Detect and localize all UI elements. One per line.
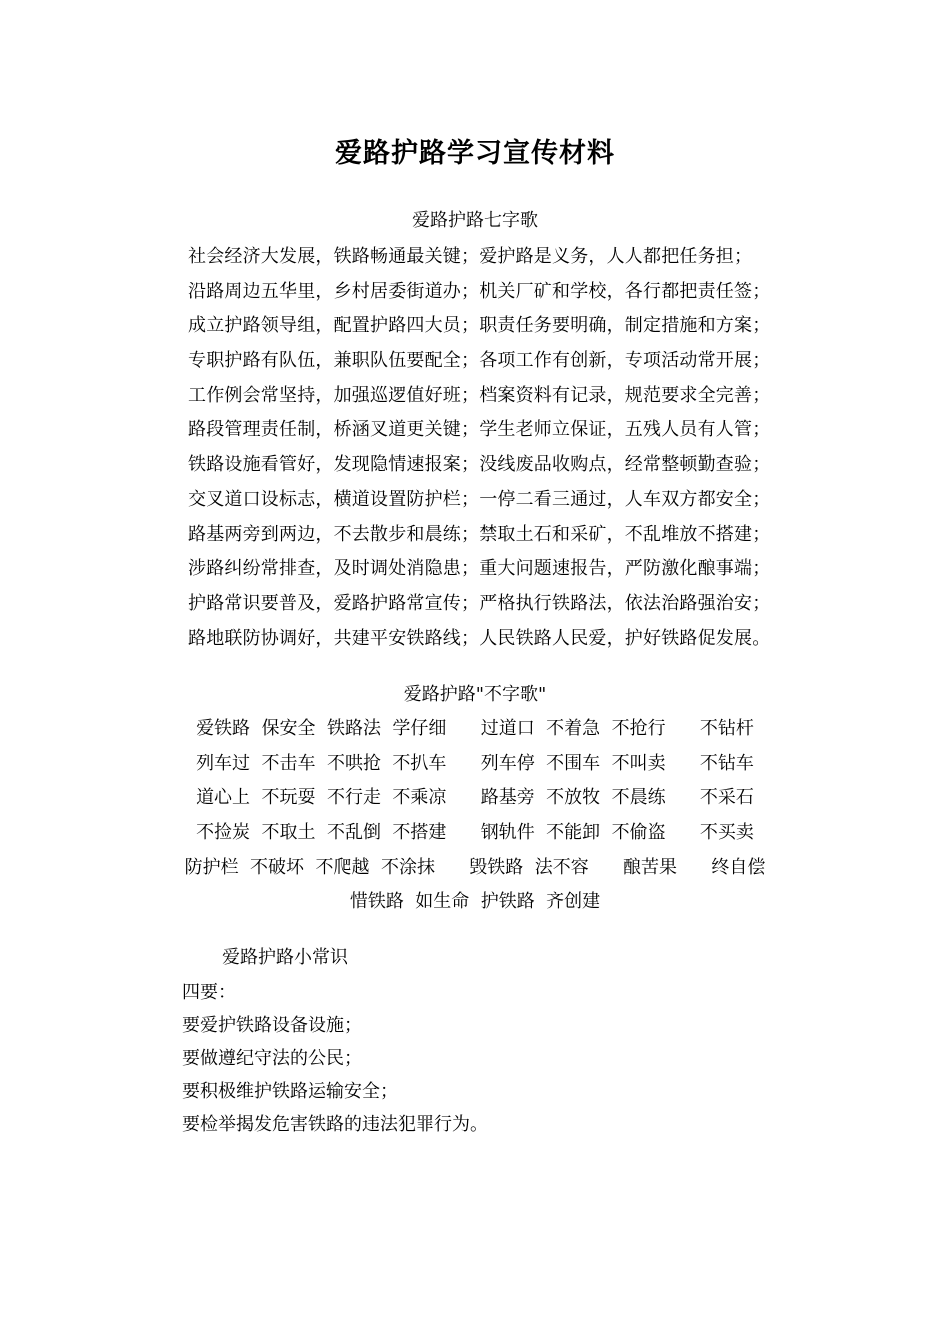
tips-line: 要爱护铁路设备设施； <box>182 1015 362 1036</box>
poem-lines <box>188 240 808 656</box>
song-line: 不捡炭 不取土 不乱倒 不搭建 钢轨件 不能卸 不偷盗 不买卖 <box>196 822 754 844</box>
poem-heading: 爱路护路七字歌 <box>412 210 538 231</box>
song-line: 防护栏 不破坏 不爬越 不涂抹 毁铁路 法不容 酿苦果 终自偿 <box>184 856 766 878</box>
tips-line: 要积极维护铁路运输安全； <box>182 1081 398 1102</box>
song-line: 列车过 不击车 不哄抢 不扒车 列车停 不围车 不叫卖 不钻车 <box>196 752 754 774</box>
tips-line: 四要： <box>182 982 236 1003</box>
tips-lines <box>182 976 488 1141</box>
song-line: 惜铁路 如生命 护铁路 齐创建 <box>349 891 601 913</box>
poem-line: 路地联防协调好，共建平安铁路线；人民铁路人民爱，护好铁路促发展。 <box>188 627 771 649</box>
tips-line: 要做遵纪守法的公民； <box>182 1048 362 1069</box>
poem-line: 路段管理责任制，桥涵叉道更关键；学生老师立保证，五残人员有人管； <box>188 419 771 441</box>
song-lines <box>0 712 950 920</box>
poem-line: 沿路周边五华里，乡村居委街道办；机关厂矿和学校，各行都把责任签； <box>188 280 771 302</box>
song-heading: 爱路护路"不字歌" <box>403 684 547 705</box>
song-line: 道心上 不玩耍 不行走 不乘凉 路基旁 不放牧 不晨练 不采石 <box>196 787 754 809</box>
poem-line: 路基两旁到两边，不去散步和晨练；禁取土石和采矿，不乱堆放不搭建； <box>188 523 771 545</box>
song-line: 爱铁路 保安全 铁路法 学仔细 过道口 不着急 不抢行 不钻杆 <box>196 718 754 739</box>
tips-heading: 爱路护路小常识 <box>222 947 348 968</box>
poem-line: 工作例会常坚持，加强巡逻值好班；档案资料有记录，规范要求全完善； <box>188 384 771 406</box>
poem-line: 社会经济大发展，铁路畅通最关键；爱护路是义务，人人都把任务担； <box>188 246 753 267</box>
tips-line: 要检举揭发危害铁路的违法犯罪行为。 <box>182 1114 488 1135</box>
document-title: 爱路护路学习宣传材料 <box>335 138 615 169</box>
poem-line: 交叉道口设标志，横道设置防护栏；一停二看三通过，人车双方都安全； <box>188 488 771 510</box>
poem-line: 涉路纠纷常排查，及时调处消隐患；重大问题速报告，严防激化酿事端； <box>188 558 771 580</box>
poem-line: 成立护路领导组，配置护路四大员；职责任务要明确，制定措施和方案； <box>188 315 771 337</box>
poem-line: 专职护路有队伍，兼职队伍要配全；各项工作有创新，专项活动常开展； <box>188 350 771 372</box>
poem-line: 护路常识要普及，爱路护路常宣传；严格执行铁路法，依法治路强治安； <box>188 592 771 614</box>
poem-line: 铁路设施看管好，发现隐情速报案；没线废品收购点，经常整顿勤查验； <box>188 454 771 476</box>
